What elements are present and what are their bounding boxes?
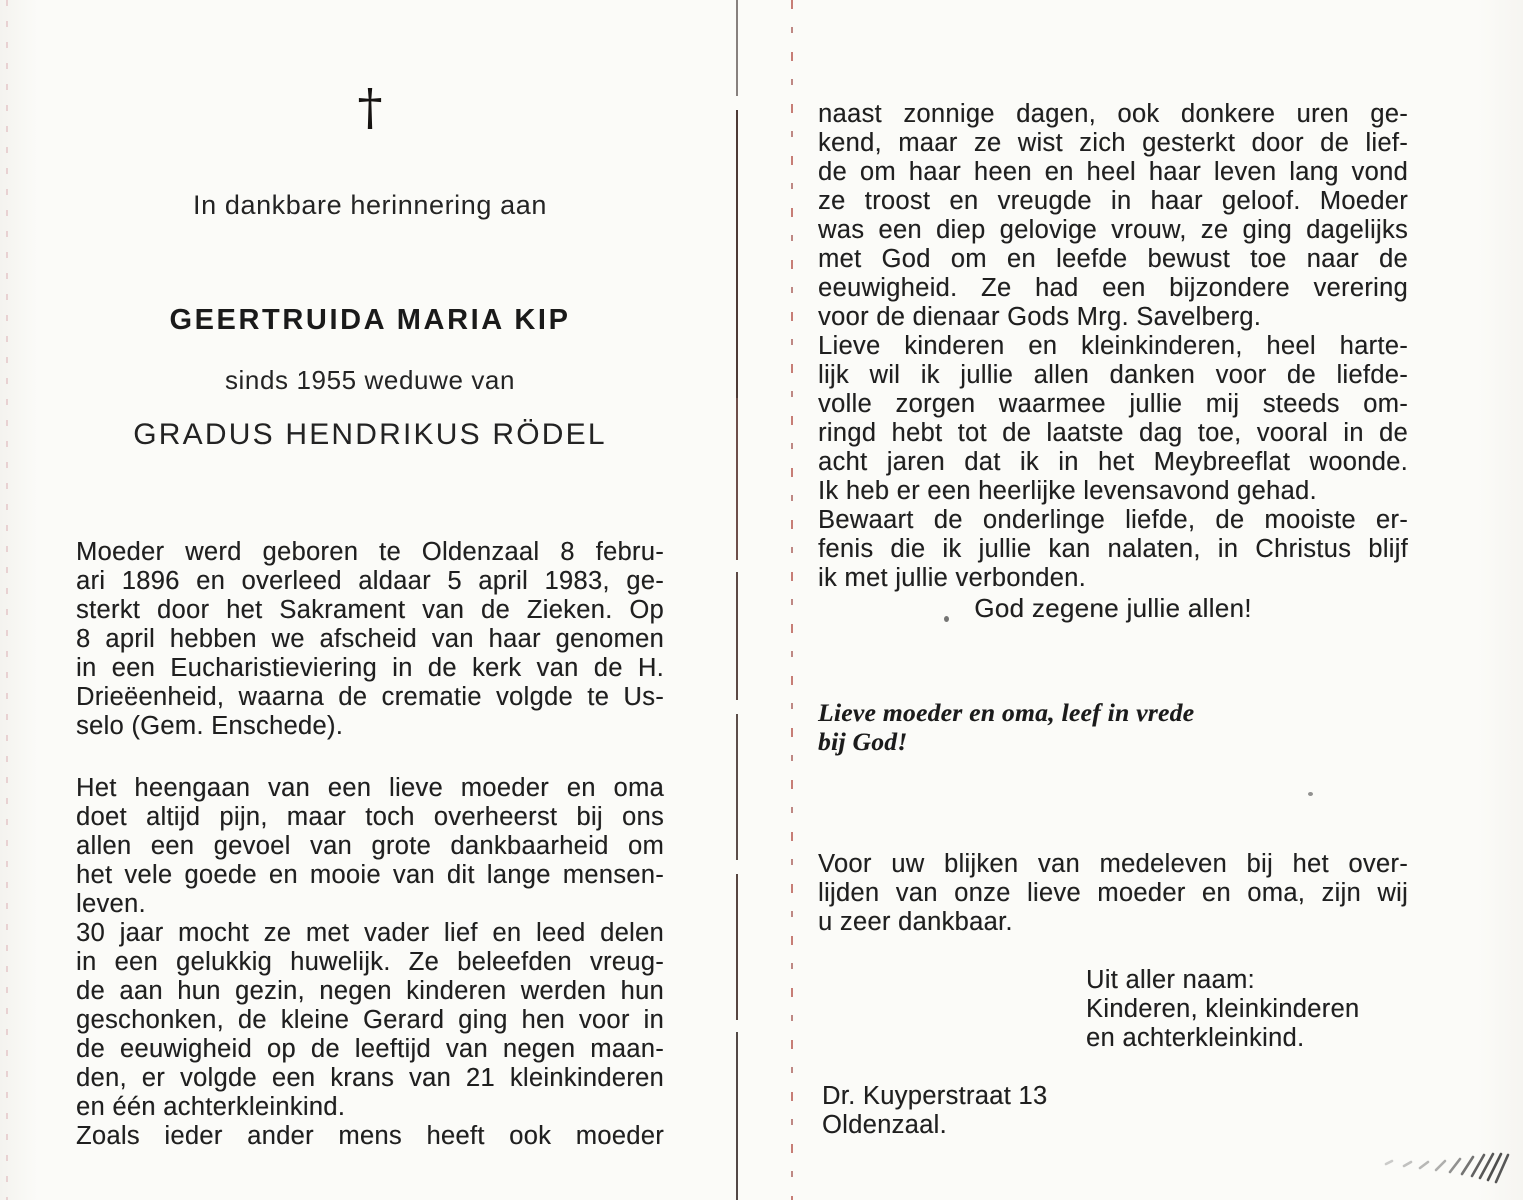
deceased-name: GEERTRUIDA MARIA KIP (169, 304, 571, 336)
text-line: bij God! (818, 727, 908, 756)
text-line: volle zorgen waarmee jullie mij steeds om- (818, 390, 1408, 418)
text-line: u zeer dankbaar. (818, 908, 1013, 936)
text-line: fenis die ik jullie kan nalaten, in Christus blijf (818, 535, 1408, 563)
text-line: lijk wil ik jullie allen danken voor de liefde- (818, 361, 1408, 389)
text-line: met God om en leefde bewust toe naar de (818, 245, 1408, 273)
text-line: kend, maar ze wist zich gesterkt door de lief- (818, 129, 1408, 157)
scan-speck (1308, 792, 1313, 796)
text-line: het vele goede en mooie van dit lange mensen- (76, 861, 664, 889)
text-line: de aan hun gezin, negen kinderen werden hun (76, 977, 664, 1005)
fold-crease-line (736, 0, 738, 1200)
text-line: Drieëenheid, waarna de crematie volgde te Us- (76, 683, 664, 711)
text-line: Het heengaan van een lieve moeder en oma (76, 774, 664, 802)
text-line: 8 april hebben we afscheid van haar genomen (76, 625, 664, 653)
text-line: en achterkleinkind. (1086, 1024, 1305, 1052)
left-edge-perforation-line (6, 0, 8, 1200)
widow-line: sinds 1955 weduwe van (224, 365, 516, 395)
left-page (76, 0, 664, 1200)
text-line: geschonken, de kleine Gerard ging hen voor in (76, 1006, 664, 1034)
text-line: eeuwigheid. Ze had een bijzondere verering (818, 274, 1408, 302)
farewell-quote (818, 698, 1408, 756)
text-line: ari 1896 en overleed aldaar 5 april 1983, ge- (76, 567, 664, 595)
text-line: in een gelukkig huwelijk. Ze beleefden vreug- (76, 948, 664, 976)
text-line: ik met jullie verbonden. (818, 564, 1087, 592)
text-line: Lieve kinderen en kleinkinderen, heel harte- (818, 332, 1408, 360)
scan-speck (944, 616, 949, 622)
text-line: Lieve moeder en oma, leef in vrede (818, 698, 1195, 727)
text-line: Voor uw blijken van medeleven bij het over- (818, 850, 1408, 878)
text-line: 30 jaar mocht ze met vader lief en leed delen (76, 919, 664, 947)
text-line: Kinderen, kleinkinderen (1086, 995, 1360, 1023)
text-line: Oldenzaal. (822, 1111, 947, 1139)
text-line: acht jaren dat ik in het Meybreeflat woonde. (818, 448, 1408, 476)
text-line: de om haar heen en heel haar leven lang vond (818, 158, 1408, 186)
text-line: ringd hebt tot de laatste dag toe, vooral in de (818, 419, 1408, 447)
text-line: allen een gevoel van grote dankbaarheid om (76, 832, 664, 860)
text-line: leven. (76, 890, 146, 918)
condolence-thanks-paragraph (818, 850, 1408, 937)
text-line: en één achterkleinkind. (76, 1093, 346, 1121)
blessing-line: God zegene jullie allen! (974, 593, 1252, 623)
husband-name: GRADUS HENDRIKUS RÖDEL (133, 418, 607, 451)
family-paragraph (76, 774, 664, 1151)
text-line: Bewaart de onderlinge liefde, de mooiste er- (818, 506, 1408, 534)
text-line: de eeuwigheid op de leeftijd van negen maan- (76, 1035, 664, 1063)
signature-block (1086, 966, 1359, 1053)
memorial-cross-icon: † (357, 78, 383, 136)
text-line: was een diep gelovige vrouw, ze ging dagelijks (818, 216, 1408, 244)
text-line: Zoals ieder ander mens heeft ook moeder (76, 1122, 664, 1150)
text-line: selo (Gem. Enschede). (76, 712, 344, 740)
text-line: lijden van onze lieve moeder en oma, zijn wij (818, 879, 1408, 907)
text-line: Dr. Kuyperstraat 13 (822, 1082, 1048, 1110)
text-line: Uit aller naam: (1086, 966, 1255, 994)
text-line: Ik heb er een heerlijke levensavond gehad. (818, 477, 1317, 505)
biography-paragraph (76, 538, 664, 741)
faith-and-thanks-paragraph (818, 100, 1408, 593)
text-line: Moeder werd geboren te Oldenzaal 8 febru- (76, 538, 664, 566)
text-line: sterkt door het Sakrament van de Zieken. Op (76, 596, 664, 624)
scan-scribble-marks (1380, 1124, 1510, 1190)
intro-line: In dankbare herinnering aan (193, 190, 547, 220)
text-line: naast zonnige dagen, ook donkere uren ge- (818, 100, 1408, 128)
right-page (818, 0, 1408, 1200)
address-block (822, 1082, 1047, 1140)
fold-dashed-line (791, 0, 793, 1200)
text-line: ze troost en vreugde in haar geloof. Moeder (818, 187, 1408, 215)
text-line: doet altijd pijn, maar toch overheerst bij ons (76, 803, 664, 831)
text-line: den, er volgde een krans van 21 kleinkinderen (76, 1064, 664, 1092)
text-line: in een Eucharistieviering in de kerk van de H. (76, 654, 664, 682)
text-line: voor de dienaar Gods Mrg. Savelberg. (818, 303, 1262, 331)
